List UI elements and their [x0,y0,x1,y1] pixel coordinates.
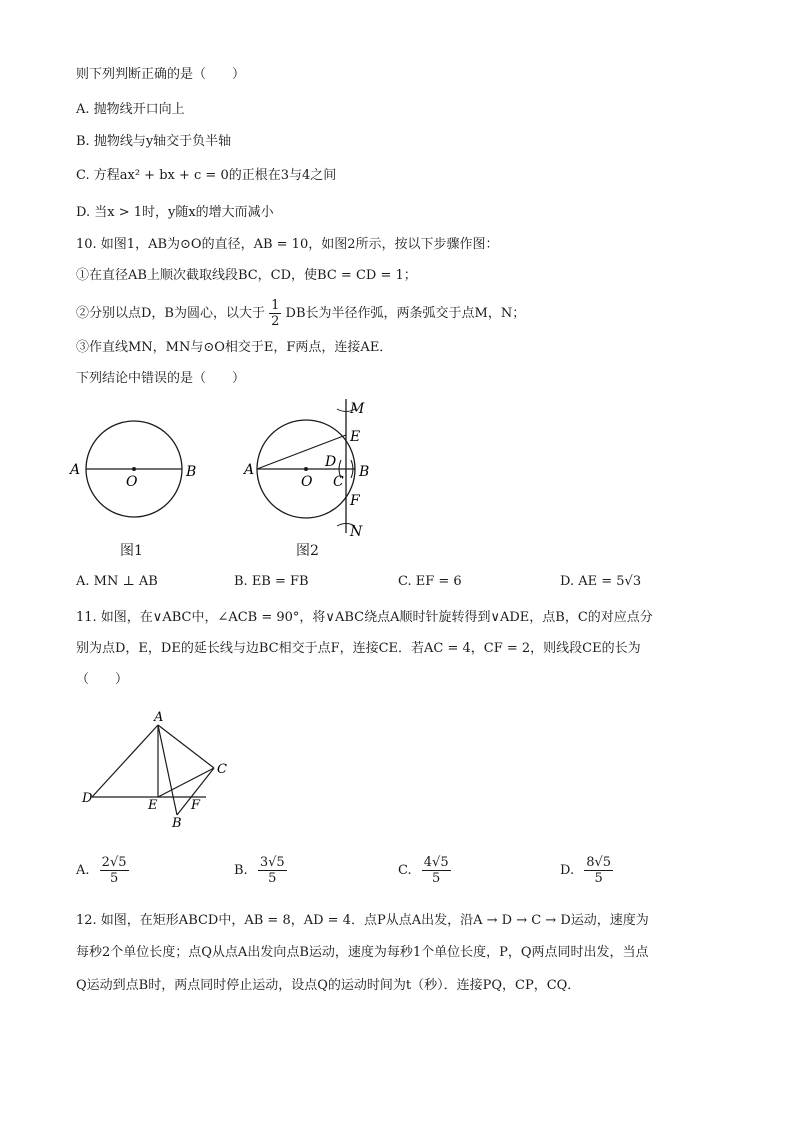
q11-option-b [234,855,287,886]
label-d: D [82,791,93,806]
label-d: D [325,454,337,470]
fraction-numerator: 1 [271,298,280,313]
label-c: C [217,762,227,777]
label-o: O [126,474,138,490]
label-c: C [333,474,344,490]
q10-step1: ①在直径AB上顺次截取线段BC，CD，使BC = CD = 1； [76,268,417,283]
fraction-denominator: 5 [594,871,603,886]
option-label: B. [234,863,248,878]
q10-option-a: A. MN ⊥ AB [76,574,158,589]
label-e: E [148,798,158,813]
segment-ab [158,725,177,815]
label-b: B [359,464,370,480]
q10-option-d: D. AE = 5√3 [560,574,642,589]
q12-line1: 12. 如图，在矩形ABCD中，AB = 8，AD = 4．点P从点A出发，沿A → D → C → D运动，速度为 [76,913,649,928]
label-e: E [350,429,361,445]
q12-line2: 每秒2个单位长度；点Q从点A出发向点B运动，速度为每秒1个单位长度，P，Q两点同时出发，当点 [76,945,649,960]
q10-step2-a: ②分别以点D，B为圆心，以大于 [76,306,265,321]
q10-figure-2 [240,395,380,545]
option-fraction [100,855,129,886]
center-point [132,467,136,471]
option-fraction [584,855,613,886]
label-a: A [244,462,255,478]
q11-option-c [398,855,451,886]
q10-step2-b: DB长为半径作弧，两条弧交于点M，N； [285,306,526,321]
q10-step2-fraction [269,298,281,329]
q10-step3: ③作直线MN，MN与⊙O相交于E，F两点，连接AE． [76,340,393,355]
q10-step2 [76,298,525,329]
q9-option-b: B. 抛物线与y轴交于负半轴 [76,134,232,149]
q11-line3: （ ） [76,672,129,687]
option-fraction [422,855,451,886]
center-point [304,467,308,471]
fraction-denominator: 2 [271,314,280,329]
segment-ac [158,725,214,768]
fraction-denominator: 5 [109,871,119,886]
fraction-denominator: 5 [268,871,277,886]
segment-ad [92,725,158,797]
label-n: N [350,524,363,540]
fraction-numerator: 3√5 [259,855,285,870]
fraction-denominator: 5 [432,871,441,886]
q11-line1: 11. 如图，在∨ABC中，∠ACB = 90°，将∨ABC绕点A顺时针旋转得到∨ADE，点B，C的对应点分 [76,610,653,625]
segment-ec [158,768,214,797]
q11-line2: 别为点D，E，DE的延长线与边BC相交于点F，连接CE．若AC = 4，CF = 2，则线段CE的长为 [76,641,641,656]
q10-prompt: 下列结论中错误的是（ ） [76,371,246,386]
q10-fig1-caption: 图1 [120,543,143,559]
label-f: F [350,493,360,509]
q10-stem: 10. 如图1，AB为⊙O的直径，AB = 10，如图2所示，按以下步骤作图： [76,237,499,252]
q11-option-a [76,855,129,886]
q11-option-d [560,855,613,886]
q12-line3: Q运动到点B时，两点同时停止运动，设点Q的运动时间为t（秒）．连接PQ，CP，CQ． [76,978,581,993]
q10-option-c: C. EF = 6 [398,574,462,589]
q9-option-d: D. 当x > 1时，y随x的增大而减小 [76,205,274,220]
label-m: M [350,401,365,417]
label-b: B [186,464,197,480]
fraction-numerator: 8√5 [586,855,612,870]
option-fraction [258,855,287,886]
q9-prompt: 则下列判断正确的是（ ） [76,67,246,82]
option-label: C. [398,863,412,878]
label-a: A [70,462,81,478]
label-o: O [301,474,313,490]
fraction-numerator: 4√5 [423,855,449,870]
label-f: F [191,798,201,813]
label-a: A [154,710,164,725]
q10-fig2-caption: 图2 [296,543,319,559]
q11-figure [80,705,240,830]
label-b: B [172,816,182,830]
q9-option-a: A. 抛物线开口向上 [76,102,185,117]
option-label: D. [560,863,575,878]
q10-figure-1 [66,410,206,540]
fraction-numerator: 2√5 [101,855,127,870]
q10-option-b: B. EB = FB [234,574,309,589]
q9-option-c: C. 方程ax² + bx + c = 0的正根在3与4之间 [76,168,337,183]
option-label: A. [76,863,90,878]
